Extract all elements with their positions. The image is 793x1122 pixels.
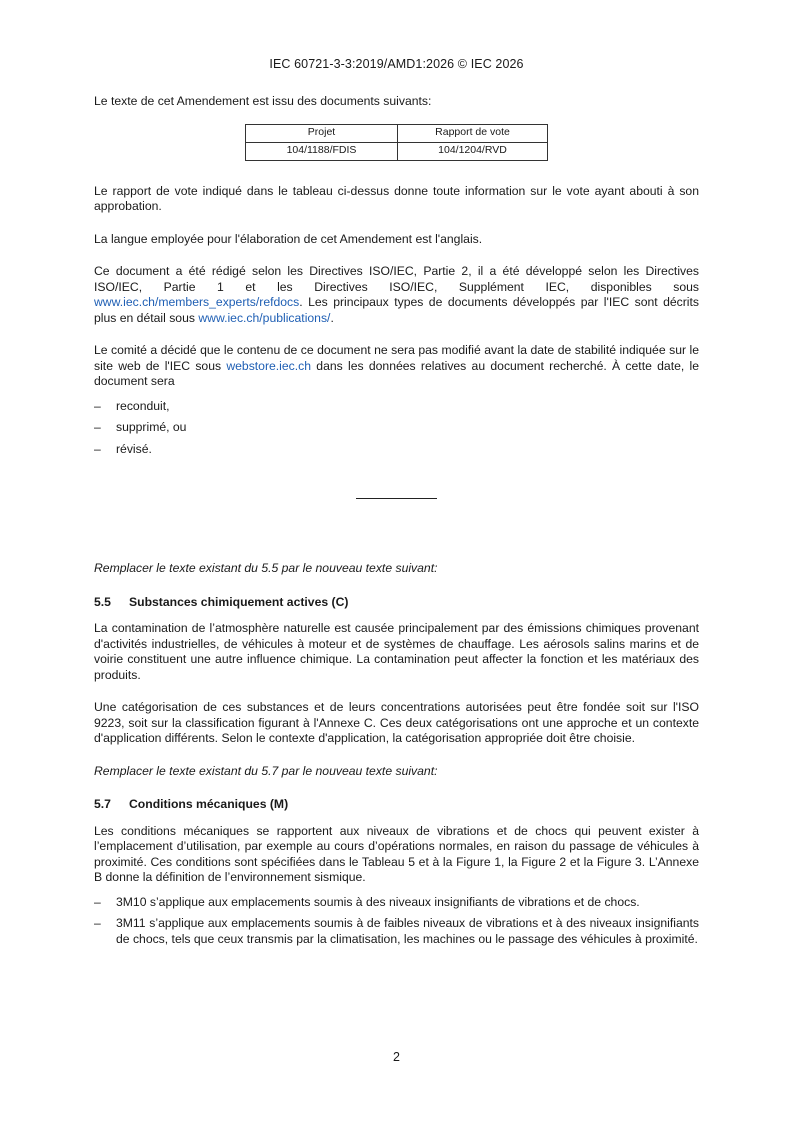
section-heading-5-7 — [94, 797, 699, 813]
table-header-row — [246, 124, 548, 142]
list-item — [94, 442, 699, 458]
section-5-7-paragraph-1: Les conditions mécaniques se rapportent aux niveaux de vibrations et de chocs qui peuvent exister à l’emplacement d’utilisation, par exemple au cours d’opérations normales, en raison du passage de véhicules à proximité. Ces conditions sont spécifiées dans le Tableau 5 et à la Figure 1, la Figure 2 et la Figure 3. L’Annexe B donne la définition de l’environnement sismique. — [94, 823, 699, 884]
section-number: 5.5 — [94, 594, 111, 609]
list-item — [94, 399, 699, 415]
page-number: 2 — [393, 1050, 400, 1064]
list-item — [94, 420, 699, 436]
section-title: Conditions mécaniques (M) — [129, 797, 289, 811]
document-body — [94, 94, 699, 953]
list-item-text: 3M11 s’applique aux emplacements soumis à de faibles niveaux de vibrations et à des niveaux insignifiants de chocs, tels que ceux transmis par la climatisation, les machines ou le passage des véhicules à proximité. — [116, 916, 699, 946]
list-item-text: reconduit, — [116, 398, 170, 413]
section-title: Substances chimiquement actives (C) — [129, 594, 349, 609]
directives-text-3: . — [330, 310, 334, 325]
page-header: IEC 60721-3-3:2019/AMD1:2026 © IEC 2026 — [269, 57, 524, 71]
list-item — [94, 895, 699, 911]
separator-line — [356, 498, 437, 499]
vote-paragraph: Le rapport de vote indiqué dans le tableau ci-dessus donne toute information sur le vote ayant abouti à son approbation. — [94, 183, 699, 213]
table-row — [246, 142, 548, 160]
table-header-rapport: Rapport de vote — [398, 124, 548, 142]
stability-text-1: Le comité a décidé que le contenu de ce document ne sera pas modifié avant la date de stabilité indiquée sur le site web de l'IEC sous — [94, 343, 699, 373]
vote-table — [245, 124, 548, 161]
list-item-text: supprimé, ou — [116, 420, 187, 434]
stability-text-2: dans les données relatives au document recherché. À cette date, le document sera — [94, 358, 699, 388]
mechanical-class-list — [94, 895, 699, 948]
list-item-text: 3M10 s’applique aux emplacements soumis à des niveaux insignifiants de vibrations et de chocs. — [116, 894, 640, 909]
list-item-text: révisé. — [116, 441, 152, 456]
dash-marker: – — [94, 441, 101, 456]
table-cell-projet: 104/1188/FDIS — [246, 142, 398, 160]
dash-marker: – — [94, 894, 101, 909]
table-header-projet: Projet — [246, 124, 398, 142]
dash-marker: – — [94, 398, 101, 413]
refdocs-link[interactable]: www.iec.ch/members_experts/refdocs — [94, 295, 300, 309]
table-cell-rapport: 104/1204/RVD — [398, 142, 548, 160]
language-paragraph: La langue employée pour l'élaboration de cet Amendement est l'anglais. — [94, 231, 483, 246]
instruction-5-7: Remplacer le texte existant du 5.7 par le nouveau texte suivant: — [94, 763, 438, 778]
section-5-5-paragraph-1: La contamination de l’atmosphère naturelle est causée principalement par des émissions chimiques provenant d'activités industrielles, de véhicules à moteur et de systèmes de chauffage. Les aérosols salins marins et de voirie constituent une autre influence chimique. La contamination peut affecter la fonction et les matériaux des produits. — [94, 621, 699, 682]
instruction-5-5: Remplacer le texte existant du 5.5 par le nouveau texte suivant: — [94, 561, 438, 575]
publications-link[interactable]: www.iec.ch/publications/ — [198, 310, 331, 325]
intro-text: Le texte de cet Amendement est issu des documents suivants: — [94, 94, 432, 108]
stability-list — [94, 399, 699, 458]
dash-marker: – — [94, 420, 101, 434]
directives-text-2: . Les principaux types de documents développés par l'IEC sont décrits plus en détail sous — [94, 295, 699, 325]
section-5-5-paragraph-2: Une catégorisation de ces substances et de leurs concentrations autorisées peut être fondée soit sur l'ISO 9223, soit sur la classification figurant à l'Annexe C. Ces deux catégorisations ont une approche et un contexte d'application différents. Selon le contexte d'application, la catégorisation appropriée doit être choisie. — [94, 700, 699, 745]
dash-marker: – — [94, 916, 101, 930]
webstore-link[interactable]: webstore.iec.ch — [226, 358, 312, 373]
list-item — [94, 916, 699, 947]
stability-paragraph — [94, 343, 699, 390]
directives-text-1: Ce document a été rédigé selon les Directives ISO/IEC, Partie 2, il a été développé selon les Directives ISO/IEC, Partie 1 et les Directives ISO/IEC, Supplément IEC, disponibles sous — [94, 264, 699, 294]
section-heading-5-5 — [94, 595, 699, 611]
section-number: 5.7 — [94, 797, 111, 811]
directives-paragraph — [94, 264, 699, 326]
